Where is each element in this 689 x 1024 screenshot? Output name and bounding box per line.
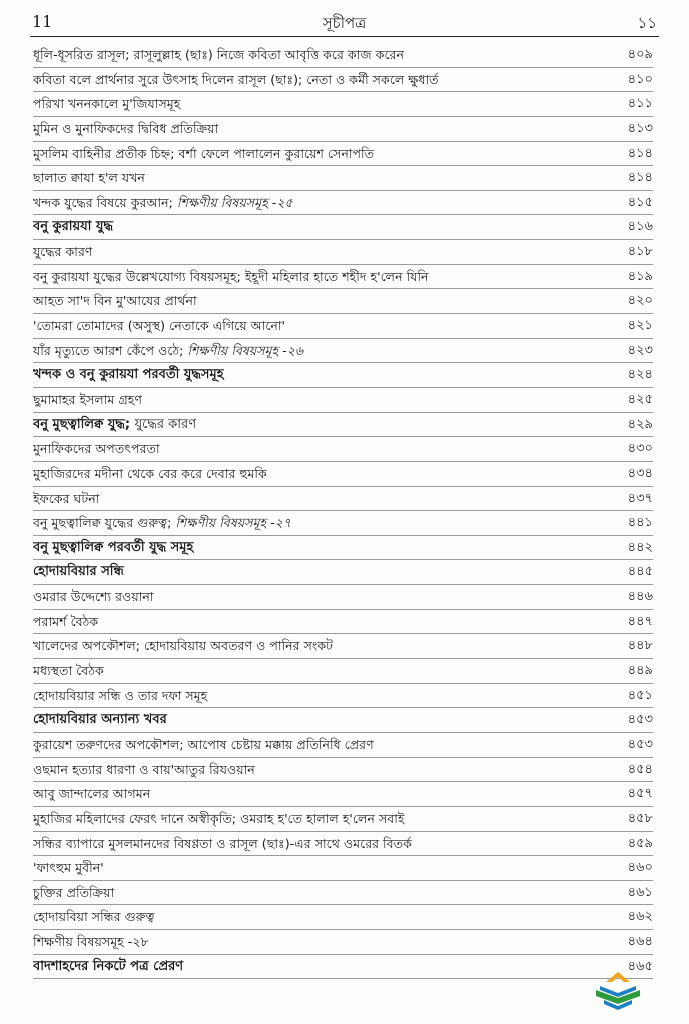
toc-page-number: ৪৪১ [627, 515, 653, 531]
toc-entry-text: খন্দক ও বনু কুরায়যা পরবর্তী যুদ্ধসমূহ [33, 367, 224, 383]
toc-page-number: ৪১০ [627, 71, 653, 87]
toc-entry-text: পরিখা খননকালে মু'জিযাসমূহ [33, 96, 181, 112]
toc-entry-title [33, 659, 609, 683]
toc-entry-title [33, 191, 609, 215]
toc-entry-title [33, 215, 609, 239]
toc-section-heading [33, 560, 653, 585]
toc-entry [33, 905, 653, 930]
toc-page-number: ৪৪৫ [627, 564, 653, 580]
toc-entry-text: আহত সা'দ বিন মু'আযের প্রার্থনা [33, 293, 197, 309]
toc-page-number: ৪৪২ [627, 539, 653, 555]
toc-entry-text: শিক্ষণীয় বিষয়সমূহ -২৮ [33, 934, 149, 950]
table-of-contents [33, 43, 653, 979]
toc-entry-text: খালেদের অপকৌশল; হোদায়বিয়ায় অবতরণ ও পানির সংকট [33, 638, 334, 654]
toc-entry [33, 585, 653, 610]
toc-page-number: ৪৬৫ [627, 958, 653, 974]
toc-entry-title [33, 142, 609, 166]
toc-entry-title [33, 487, 609, 511]
toc-entry-title [33, 240, 609, 264]
toc-entry-text: হোদায়বিয়ার সন্ধি ও তার দফা সমূহ [33, 687, 208, 703]
toc-page-number: ৪৫৮ [627, 810, 653, 826]
page-title: সূচীপত্র [322, 14, 367, 32]
toc-entry-text: মুসলিম বাহিনীর প্রতীক চিহ্ন; বর্শা ফেলে পালালেন কুরায়েশ সেনাপতি [33, 145, 375, 161]
toc-entry-title [33, 807, 609, 831]
toc-entry [33, 930, 653, 955]
toc-entry-text: পরামর্শ বৈঠক [33, 613, 99, 629]
toc-entry-title [33, 117, 609, 141]
toc-entry-title [33, 363, 609, 387]
toc-entry-title [33, 930, 609, 954]
toc-entry-lessons: শিক্ষণীয় বিষয়সমূহ -২৫ [176, 194, 293, 210]
toc-entry-title [33, 758, 609, 782]
toc-entry-text: ছুমামাহর ইসলাম গ্রহণ [33, 391, 143, 407]
toc-entry [33, 807, 653, 832]
toc-entry [33, 142, 653, 167]
toc-entry-text: যুদ্ধের কারণ [33, 244, 93, 260]
toc-entry-text: খন্দক যুদ্ধের বিষয়ে কুরআন; [33, 194, 177, 210]
toc-entry-text: ছালাত ক্বাযা হ'ল যখন [33, 170, 145, 186]
toc-entry-title [33, 314, 609, 338]
toc-entry [33, 43, 653, 68]
toc-section-heading [33, 708, 653, 733]
toc-entry-title [33, 265, 609, 289]
toc-entry-text: বনু মুছত্বালিক্ব যুদ্ধ; [33, 416, 135, 432]
toc-page-number: ৪৪৮ [627, 638, 653, 654]
toc-entry-text: হোদায়বিয়ার অন্যান্য খবর [33, 712, 167, 728]
toc-entry-title [33, 536, 609, 560]
toc-entry [33, 487, 653, 512]
toc-entry [33, 166, 653, 191]
toc-page-number: ৪২৩ [627, 342, 653, 358]
toc-entry-text: ধূলি-ধূসরিত রাসূল; রাসূলুল্লাহ (ছাঃ) নিজে কবিতা আবৃত্তি করে কাজ করেন [33, 47, 404, 62]
toc-entry [33, 191, 653, 216]
toc-entry-text: বনু মুছত্বালিক্ব পরবর্তী যুদ্ধ সমূহ [33, 539, 194, 555]
toc-entry-title [33, 856, 609, 880]
toc-entry-title [33, 92, 609, 116]
toc-page-number: ৪৪৬ [627, 589, 653, 605]
toc-page-number: ৪৬৪ [627, 934, 653, 950]
toc-entry-text: সন্ধির ব্যাপারে মুসলমানদের বিষণ্ণতা ও রাসূল (ছাঃ)-এর সাথে ওমরের বিতর্ক [33, 835, 412, 851]
toc-entry-title [33, 832, 609, 856]
toc-entry [33, 881, 653, 906]
toc-entry-title [33, 68, 609, 92]
toc-entry-text: ইফকের ঘটনা [33, 490, 100, 506]
toc-entry-title [33, 413, 609, 437]
toc-section-heading [33, 955, 653, 980]
toc-section-heading [33, 536, 653, 561]
toc-entry-title [33, 955, 609, 979]
toc-entry-title [33, 585, 609, 609]
toc-entry [33, 511, 653, 536]
toc-page-number: ৪২১ [627, 318, 653, 334]
toc-page-number: ৪২৫ [627, 391, 653, 407]
toc-entry-title [33, 905, 609, 929]
toc-page-number: ৪১৩ [627, 120, 653, 136]
toc-page-number: ৪৬২ [627, 909, 653, 925]
toc-entry-title [33, 339, 609, 363]
toc-page-number: ৪৫৩ [627, 736, 653, 752]
toc-entry-text: 'তোমরা তোমাদের (অসুস্থ) নেতাকে এগিয়ে আনো' [33, 318, 286, 334]
toc-entry-text: হোদায়বিয়ার সন্ধি [33, 564, 124, 580]
toc-entry [33, 92, 653, 117]
toc-entry-title [33, 511, 609, 535]
toc-entry [33, 462, 653, 487]
toc-entry-text: মুমিন ও মুনাফিকদের দ্বিবিধ প্রতিক্রিয়া [33, 120, 219, 136]
toc-entry [33, 68, 653, 93]
toc-entry-title [33, 881, 609, 905]
toc-entry [33, 314, 653, 339]
toc-entry-text: চুক্তির প্রতিক্রিয়া [33, 884, 115, 900]
toc-entry-text: কবিতা বলে প্রার্থনার সুরে উৎসাহ দিলেন রাসূল (ছাঃ); নেতা ও কর্মী সকলে ক্ষুধার্ত [33, 71, 439, 87]
toc-page-number: ৪৪৯ [627, 663, 653, 679]
toc-entry-title [33, 437, 609, 461]
toc-entry-text: মুহাজির মহিলাদের ফেরৎ দানে অস্বীকৃতি; ওমরাহ হ'তে হালাল হ'লেন সবাই [33, 810, 405, 826]
toc-entry-text: মুনাফিকদের অপতৎপরতা [33, 441, 160, 457]
toc-entry-title [33, 733, 609, 757]
open-book-logo-icon [590, 968, 646, 1014]
toc-entry-subtext: যুদ্ধের কারণ [134, 416, 197, 432]
toc-entry [33, 758, 653, 783]
toc-entry [33, 684, 653, 709]
toc-page-number: ৪২০ [627, 293, 653, 309]
toc-entry [33, 634, 653, 659]
toc-entry-text: বাদশাহদের নিকটে পত্র প্রেরণ [33, 958, 184, 974]
toc-entry-text: কুরায়েশ তরুণদের অপকৌশল; আপোষ চেষ্টায় মক্কায় প্রতিনিধি প্রেরণ [33, 736, 374, 752]
toc-page-number: ৪৫৩ [627, 712, 653, 728]
page-number-bengali: ১১ [637, 14, 657, 32]
toc-page-number: ৪১৯ [627, 268, 653, 284]
toc-entry-lessons: শিক্ষণীয় বিষয়সমূহ -২৭ [175, 515, 292, 531]
toc-entry-title [33, 462, 609, 486]
toc-page-number: ৪৬০ [627, 860, 653, 876]
toc-page-number: ৪৪৭ [627, 613, 653, 629]
toc-page-number: ৪১৪ [627, 170, 653, 186]
toc-page-number: ৪৫৯ [627, 835, 653, 851]
toc-page-number: ৪১৮ [627, 244, 653, 260]
toc-page-number: ৪৩০ [627, 441, 653, 457]
toc-entry-title [33, 388, 609, 412]
toc-entry-text: মুহাজিরদের মদীনা থেকে বের করে দেবার হুমকি [33, 465, 267, 481]
toc-section-heading [33, 413, 653, 438]
toc-entry [33, 339, 653, 364]
toc-entry-title [33, 684, 609, 708]
toc-page-number: ৪৫১ [627, 687, 653, 703]
toc-entry-title [33, 560, 609, 584]
toc-entry [33, 289, 653, 314]
toc-entry [33, 388, 653, 413]
toc-page-number: ৪১৬ [627, 219, 653, 235]
toc-entry [33, 832, 653, 857]
toc-page-number: ৪১৪ [627, 145, 653, 161]
toc-page-number: ৪০৯ [627, 47, 653, 62]
toc-entry-title [33, 782, 609, 806]
toc-entry [33, 659, 653, 684]
toc-entry-text: যাঁর মৃত্যুতে আরশ কেঁপে ওঠে; [33, 342, 188, 358]
toc-page-number: ৪৫৭ [627, 786, 653, 802]
toc-entry [33, 856, 653, 881]
toc-entry-text: বনু মুছত্বালিক্ব যুদ্ধের গুরুত্ব; [33, 515, 176, 531]
toc-entry-title [33, 610, 609, 634]
toc-page-number: ৪১৫ [627, 194, 653, 210]
toc-page-number: ৪৩৭ [627, 490, 653, 506]
toc-entry-text: মধ্যস্থতা বৈঠক [33, 663, 104, 679]
toc-entry-title [33, 166, 609, 190]
toc-entry-text: 'ফাৎহুম মুবীন' [33, 860, 104, 876]
toc-entry-title [33, 43, 609, 67]
toc-entry-lessons: শিক্ষণীয় বিষয়সমূহ -২৬ [187, 342, 304, 358]
toc-section-heading [33, 215, 653, 240]
toc-entry-text: হোদায়বিয়া সন্ধির গুরুত্ব [33, 909, 155, 925]
page-number-latin: 11 [32, 12, 53, 31]
toc-page-number: ৪৫৪ [627, 761, 653, 777]
toc-entry [33, 437, 653, 462]
toc-page-number: ৪২৯ [627, 416, 653, 432]
toc-page-number: ৪১১ [627, 96, 653, 112]
toc-page-number: ৪৩৪ [627, 465, 653, 481]
toc-entry-text: বনু কুরায়যা যুদ্ধ [33, 219, 114, 235]
toc-entry-title [33, 634, 609, 658]
toc-entry [33, 265, 653, 290]
toc-entry-title [33, 289, 609, 313]
toc-page-number: ৪৬১ [627, 884, 653, 900]
toc-entry [33, 610, 653, 635]
toc-entry-text: আবু জান্দালের আগমন [33, 786, 151, 802]
toc-entry-title [33, 708, 609, 732]
toc-entry-text: বনু কুরায়যা যুদ্ধের উল্লেখযোগ্য বিষয়সমূহ; ইহূদী মহিলার হাতে শহীদ হ'লেন যিনি [33, 268, 429, 284]
page-header [30, 6, 659, 37]
toc-entry [33, 782, 653, 807]
toc-entry-text: ওমরার উদ্দেশ্যে রওয়ানা [33, 589, 154, 605]
toc-section-heading [33, 363, 653, 388]
toc-page-number: ৪২৪ [627, 367, 653, 383]
toc-entry [33, 240, 653, 265]
toc-entry [33, 733, 653, 758]
toc-entry [33, 117, 653, 142]
toc-entry-text: ওছমান হত্যার ধারণা ও বায়'আতুর রিযওয়ান [33, 761, 255, 777]
